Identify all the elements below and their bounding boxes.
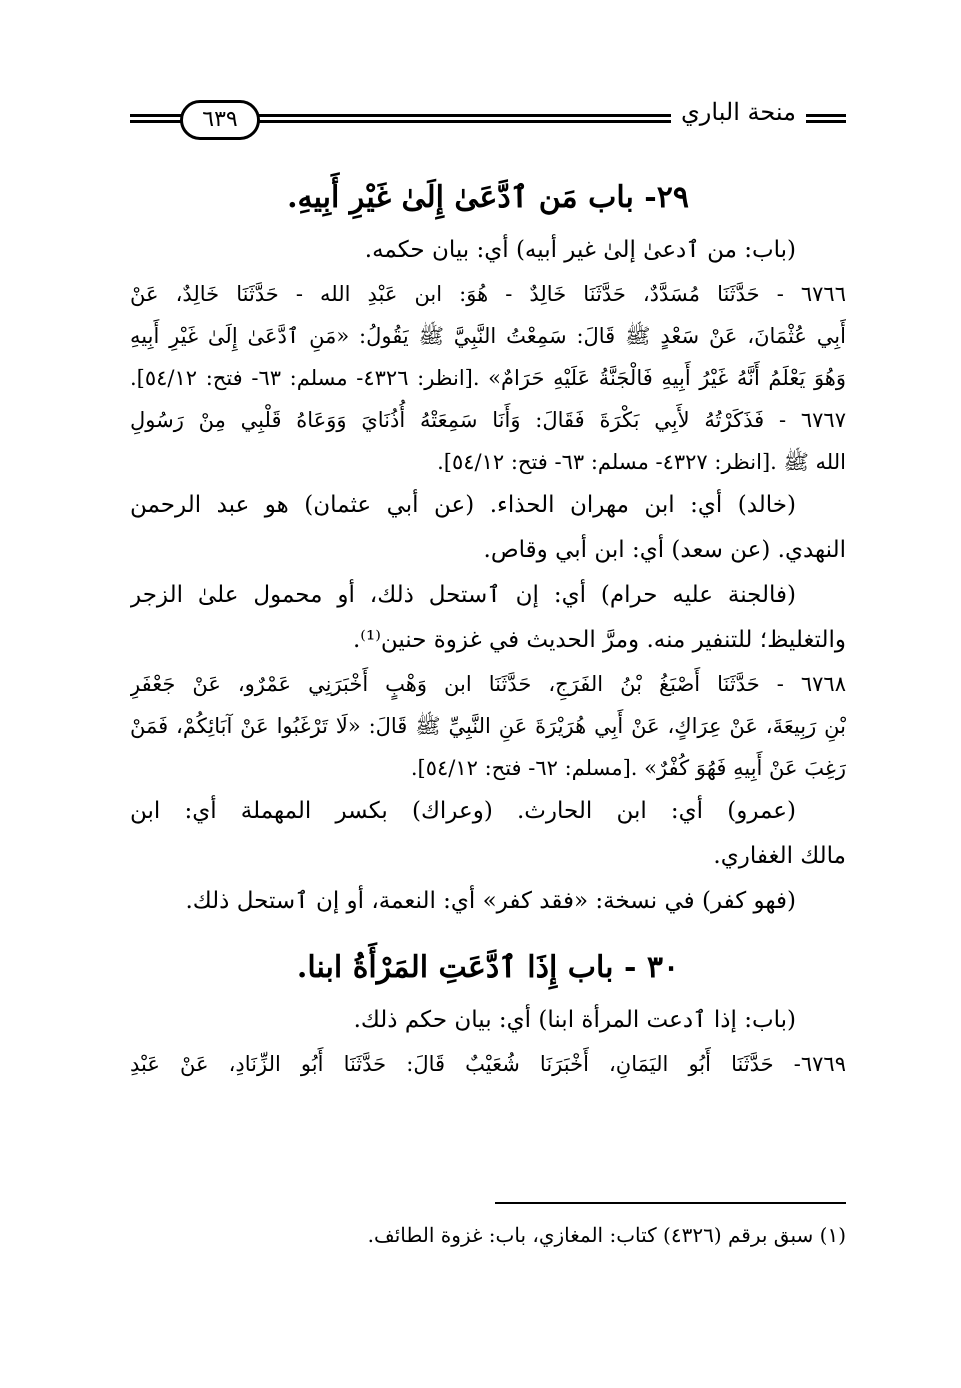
hadith-line: وَهُوَ يَعْلَمُ أَنَّهُ غَيْرُ أَبِيهِ فَالْجَنَّةُ عَلَيْهِ حَرَامٌ» .[انظر: ٤٣٢٦- مسلم: ٦٣- فتح: ٥٤/١٢]. <box>130 366 846 390</box>
hadith-line: الله ﷺ .[انظر: ٤٣٢٧- مسلم: ٦٣- فتح: ٥٤/١٢]. <box>437 450 846 474</box>
hadith-line: ٦٧٦٩- حَدَّثَنَا أَبُو اليَمَانِ، أَخْبَرَنَا شُعَيْبٌ قَالَ: حَدَّثَنَا أَبُو الزِّنَادِ، عَنْ عَبْدِ <box>130 1052 846 1076</box>
commentary-line: (باب: إذا ٱدعت المرأة ابنا) أي: بيان حكم ذلك. <box>353 1007 796 1033</box>
footnote: (١) سبق برقم (٤٣٢٦) كتاب: المغازي، باب: غزوة الطائف. <box>367 1223 846 1247</box>
section-heading: ٢٩- باب مَن ٱدَّعَىٰ إِلَىٰ غَيْرِ أَبِيهِ. <box>287 180 689 215</box>
commentary-line: (خالد) أي: ابن مهران الحذاء. (عن أبي عثمان) هو عبد الرحمن <box>130 492 796 518</box>
commentary-line: (فهو كفر) في نسخة: «فقد كفر» أي: النعمة، أو إن ٱستحل ذلك. <box>185 888 796 914</box>
book-title: منحة الباري <box>671 98 806 126</box>
hadith-line: ٦٧٦٦ - حَدَّثَنَا مُسَدَّدٌ، حَدَّثَنَا خَالِدٌ - هُوَ: ابن عَبْدِ الله - حَدَّثَنَا خَالِدٌ، عَنْ <box>130 282 846 306</box>
section-heading: ٣٠ - باب إِذَا ٱدَّعَتِ المَرْأَةُ ابنا. <box>296 950 680 985</box>
page-number: ٦٣٩ <box>180 100 260 140</box>
commentary-line: (عمرو) أي: ابن الحارث. (وعراك) بكسر المهملة أي: ابن <box>130 798 796 824</box>
page-body <box>130 168 846 1085</box>
hadith-line: رَغِبَ عَنْ أَبِيهِ فَهُوَ كُفْرٌ» .[مسلم: ٦٢- فتح: ٥٤/١٢]. <box>410 756 846 780</box>
commentary-line: النهدي. (عن سعد) أي: ابن أبي وقاص. <box>483 537 846 563</box>
hadith-line: ٦٧٦٧ - فَذَكَرْتُهُ لأَبِي بَكْرَةَ فَقَالَ: وَأَنَا سَمِعَتْهُ أُذُنَايَ وَوَعَاهُ قَلْبِي مِنْ رَسُولِ <box>130 408 846 432</box>
hadith-line: ٦٧٦٨ - حَدَّثَنَا أَصْبَغُ بْنُ الفَرَجِ، حَدَّثَنَا ابن وَهْبٍ أَخْبَرَنِي عَمْرٌو، عَنْ جَعْفَرِ <box>130 672 846 696</box>
hadith-line: أَبِي عُثْمَانَ، عَنْ سَعْدٍ ﷺ قَالَ: سَمِعْتُ النَّبِيَّ ﷺ يَقُولُ: «مَنِ ٱدَّعَىٰ إِلَىٰ غَيْرِ أَبِيهِ <box>130 324 846 348</box>
commentary-line: مالك الغفاري. <box>713 843 846 869</box>
commentary-line: والتغليظ؛ للتنفير منه. ومرَّ الحديث في غزوة حنين⁽¹⁾. <box>352 627 846 653</box>
footnote-rule <box>495 1202 846 1204</box>
commentary-line: (فالجنة عليه حرام) أي: إن ٱستحل ذلك، أو محمول علىٰ الزجر <box>130 582 796 608</box>
hadith-line: بْنِ رَبِيعَةَ، عَنْ عِرَاكٍ، عَنْ أَبِي هُرَيْرَةَ عَنِ النَّبِيِّ ﷺ قَالَ: «لَا تَرْغَبُوا عَنْ آبَائِكُمْ، فَمَنْ <box>130 714 846 738</box>
page-header <box>130 92 846 142</box>
commentary-line: (باب: من ٱدعىٰ إلىٰ غير أبيه) أي: بيان حكمه. <box>364 237 796 263</box>
